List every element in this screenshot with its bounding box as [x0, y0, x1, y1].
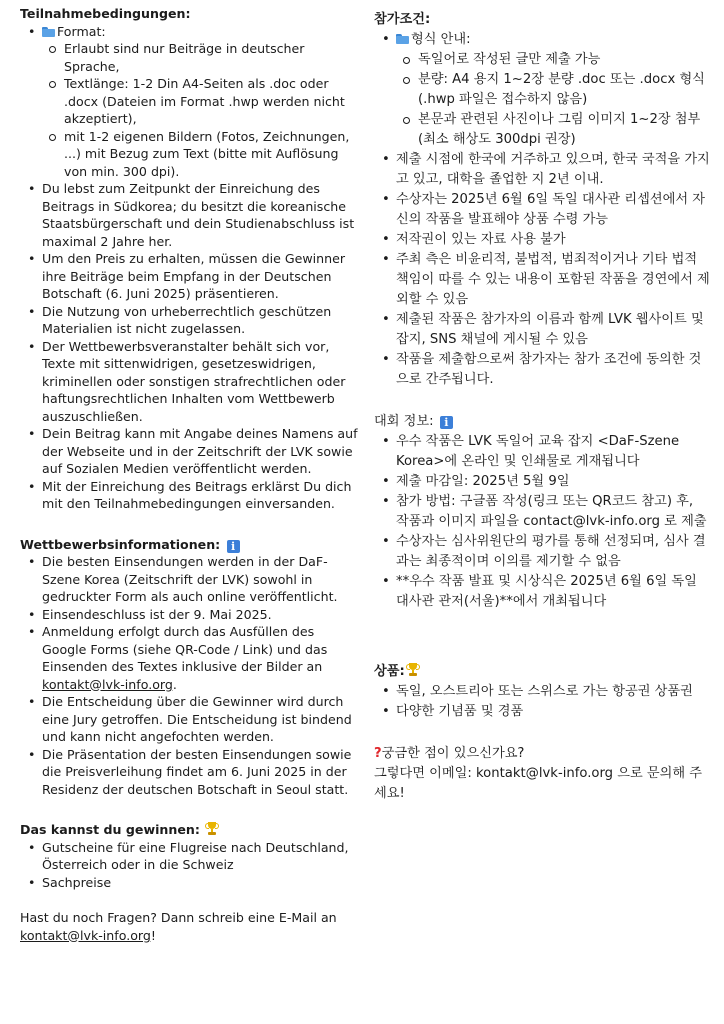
- information-icon: i: [440, 416, 453, 429]
- korean-column: [374, 0, 710, 804]
- list-item: • Die Nutzung von urheberrechtlich geschützen Materialien ist nicht zugelassen.: [20, 303, 362, 338]
- list-item: • 우수 작품은 LVK 독일어 교육 잡지 <DaF-Szene Korea>에 온라인 및 인쇄물로 게재됩니다: [374, 432, 710, 472]
- de-format-label: Format:: [57, 23, 106, 39]
- list-item: 본문과 관련된 사진이나 그림 이미지 1~2장 첨부 (최소 해상도 300dpi 권장): [396, 110, 710, 150]
- registration-email-link[interactable]: kontakt@lvk-info.org: [42, 676, 173, 692]
- list-item: 분량: A4 용지 1~2장 분량 .doc 또는 .docx 형식 (.hwp 파일은 접수하지 않음): [396, 70, 710, 110]
- list-item: Textlänge: 1-2 Din A4-Seiten als .doc oder .docx (Dateien im Format .hwp werden nicht akzeptiert),: [42, 75, 362, 128]
- ko-prizes-title-text: 상품:: [374, 664, 405, 679]
- list-item: • 작품을 제출함으로써 참가자는 참가 조건에 동의한 것으로 간주됩니다.: [374, 350, 710, 390]
- list-item: [20, 623, 362, 693]
- list-item: • Mit der Einreichung des Beitrags erklärst Du dich mit den Teilnahmebedingungen einversanden.: [20, 478, 362, 513]
- ko-conditions-list: [374, 30, 710, 390]
- de-info-title: [20, 536, 362, 554]
- list-item: 독일어로 작성된 글만 제출 가능: [396, 50, 710, 70]
- list-item: • Du lebst zum Zeitpunkt der Einreichung des Beitrags in Südkorea; du besitzt die koreanische Staatsbürgerschaft und dein Studienabschluss ist maximal 2 Jahre her.: [20, 180, 362, 250]
- list-item: • Sachpreise: [20, 874, 362, 892]
- list-item: • Die Entscheidung über die Gewinner wird durch eine Jury getroffen. Die Entscheidung ist bindend und kann nicht angefochten werden.: [20, 693, 362, 746]
- de-contact-paragraph: [20, 909, 362, 944]
- de-conditions-title: Teilnahmebedingungen:: [20, 6, 191, 21]
- de-prizes-title: [20, 821, 362, 839]
- list-item: Erlaubt sind nur Beiträge in deutscher Sprache,: [42, 40, 362, 75]
- list-item: • 독일, 오스트리아 또는 스위스로 가는 항공권 상품권: [374, 682, 710, 702]
- ko-info-title: [374, 412, 710, 432]
- list-item: [20, 23, 362, 181]
- punctuation: !: [150, 927, 156, 943]
- red-question-mark-icon: ?: [374, 746, 382, 761]
- list-item: • Die besten Einsendungen werden in der DaF-Szene Korea (Zeitschrift der LVK) sowohl in gedruckter Form als auch online veröffentlicht.: [20, 553, 362, 606]
- de-info-list: [20, 553, 362, 798]
- list-item: • 주최 측은 비윤리적, 불법적, 범죄적이거나 기타 법적 책임이 따를 수 있는 내용이 포함된 작품을 경연에서 제외할 수 있음: [374, 250, 710, 310]
- de-format-sublist: [42, 40, 362, 180]
- ko-format-label: 형식 안내:: [411, 32, 471, 47]
- de-prizes-list: [20, 839, 362, 892]
- list-item: • Der Wettbewerbsveranstalter behält sich vor, Texte mit sittenwidrigen, gesetzeswidrigen, kriminellen oder sonstigen strafrechtlichen oder haftungsrechtlichen Inhalten vom Wettbewerb auszuschließen.: [20, 338, 362, 426]
- german-column: [20, 0, 362, 944]
- list-item: • 저작권이 있는 자료 사용 불가: [374, 230, 710, 250]
- ko-contact-question: [374, 744, 710, 764]
- trophy-icon: [406, 663, 420, 677]
- list-item: • Einsendeschluss ist der 9. Mai 2025.: [20, 606, 362, 624]
- list-item: mit 1-2 eigenen Bildern (Fotos, Zeichnungen, ...) mit Bezug zum Text (bitte mit Auflösung von min. 300 dpi).: [42, 128, 362, 181]
- information-icon: i: [227, 540, 240, 553]
- ko-contact-text: 그렇다면 이메일: kontakt@lvk-info.org 으로 문의해 주세요!: [374, 766, 703, 801]
- folder-icon: [396, 34, 409, 44]
- list-item: • 다양한 기념품 및 경품: [374, 702, 710, 722]
- list-item: • Die Präsentation der besten Einsendungen sowie die Preisverleihung findet am 6. Juni 2025 in der Residenz der deutschen Botschaft in Seoul statt.: [20, 746, 362, 799]
- list-item: • 참가 방법: 구글폼 작성(링크 또는 QR코드 참고) 후, 작품과 이미지 파일을 contact@lvk-info.org 로 제출: [374, 492, 710, 532]
- list-item: • 제출된 작품은 참가자의 이름과 함께 LVK 웹사이트 및 잡지, SNS 채널에 게시될 수 있음: [374, 310, 710, 350]
- list-item: • 제출 마감일: 2025년 5월 9일: [374, 472, 710, 492]
- de-info-title-text: Wettbewerbsinformationen:: [20, 536, 221, 552]
- list-item: • 수상자는 2025년 6월 6일 독일 대사관 리셉션에서 자신의 작품을 발표해야 상품 수령 가능: [374, 190, 710, 230]
- list-item: • 수상자는 심사위원단의 평가를 통해 선정되며, 심사 결과는 최종적이며 이의를 제기할 수 없음: [374, 532, 710, 572]
- ko-prizes-list: [374, 682, 710, 722]
- list-item: • Um den Preis zu erhalten, müssen die Gewinner ihre Beiträge beim Empfang in der Deutschen Botschaft (6. Juni 2025) präsentieren.: [20, 250, 362, 303]
- ko-contact-question-text: 궁금한 점이 있으신가요?: [381, 746, 525, 761]
- ko-info-title-text: 대회 정보:: [374, 414, 434, 429]
- list-item: • **우수 작품 발표 및 시상식은 2025년 6월 6일 독일 대사관 관저(서울)**에서 개최됩니다: [374, 572, 710, 612]
- list-item: • 제출 시점에 한국에 거주하고 있으며, 한국 국적을 가지고 있고, 대학을 졸업한 지 2년 이내.: [374, 150, 710, 190]
- trophy-icon: [205, 822, 219, 836]
- ko-prizes-title: [374, 662, 710, 682]
- punctuation: .: [172, 676, 177, 692]
- ko-format-sublist: [396, 50, 710, 150]
- list-item: • Dein Beitrag kann mit Angabe deines Namens auf der Webseite und in der Zeitschrift der LVK sowie auf Sozialen Medien veröffentlicht werden.: [20, 425, 362, 478]
- ko-info-list: [374, 432, 710, 612]
- de-registration-text: Anmeldung erfolgt durch das Ausfüllen des Google Forms (siehe QR-Code / Link) und das Einsenden des Textes inklusive der Bilder an: [42, 624, 328, 674]
- contact-email-link[interactable]: kontakt@lvk-info.org: [20, 927, 151, 943]
- list-item: • Gutscheine für eine Flugreise nach Deutschland, Österreich oder in die Schweiz: [20, 839, 362, 874]
- ko-conditions-title: 참가조건:: [374, 12, 431, 27]
- de-contact-text: Hast du noch Fragen? Dann schreib eine E-Mail an: [20, 910, 337, 925]
- de-conditions-list: [20, 23, 362, 513]
- folder-icon: [42, 27, 55, 37]
- list-item: [374, 30, 710, 150]
- de-prizes-title-text: Das kannst du gewinnen:: [20, 822, 200, 837]
